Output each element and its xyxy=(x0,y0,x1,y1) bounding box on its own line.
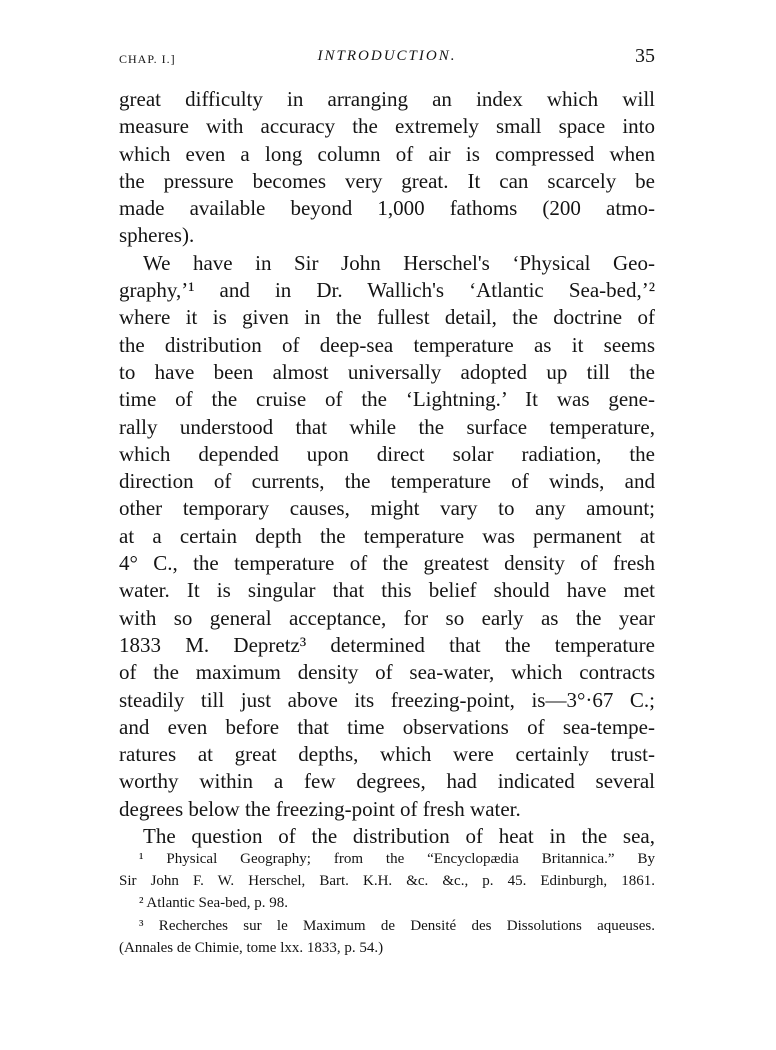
main-text xyxy=(119,86,655,850)
footnote-line: (Annales de Chimie, tome lxx. 1833, p. 54.) xyxy=(119,939,384,956)
text-line: which depended upon direct solar radiation, the xyxy=(119,441,655,466)
text-line: to have been almost universally adopted up till the xyxy=(119,359,655,384)
text-line: The question of the distribution of heat in the sea, xyxy=(143,824,655,849)
text-line: where it is given in the fullest detail, the doctrine of xyxy=(119,305,655,330)
text-line: We have in Sir John Herschel's ‘Physical Geo- xyxy=(143,250,655,275)
text-line: and even before that time observations of sea-tempe- xyxy=(119,714,655,739)
text-line: at a certain depth the temperature was permanent at xyxy=(119,523,655,548)
footnote-line: ³ Recherches sur le Maximum de Densité des Dissolutions aqueuses. xyxy=(139,917,655,934)
text-line: made available beyond 1,000 fathoms (200 atmo- xyxy=(119,196,655,221)
running-header xyxy=(119,45,655,74)
text-line: other temporary causes, might vary to any amount; xyxy=(119,496,655,521)
footnote-line: Sir John F. W. Herschel, Bart. K.H. &c. &c., p. 45. Edinburgh, 1861. xyxy=(119,873,655,890)
text-line: 4° C., the temperature of the greatest density of fresh xyxy=(119,551,655,576)
running-title: INTRODUCTION. xyxy=(317,48,457,64)
footnote-line: ¹ Physical Geography; from the “Encyclopædia Britannica.” By xyxy=(139,851,655,867)
text-line: great difficulty in arranging an index which will xyxy=(119,87,655,111)
text-line: which even a long column of air is compressed when xyxy=(119,141,655,166)
text-line: rally understood that while the surface temperature, xyxy=(119,414,655,439)
text-line: degrees below the freezing-point of fresh water. xyxy=(119,796,521,821)
footnotes xyxy=(119,848,655,959)
text-line: worthy within a few degrees, had indicated several xyxy=(119,769,655,794)
text-line: the distribution of deep-sea temperature as it seems xyxy=(119,332,655,357)
text-line: ratures at great depths, which were certainly trust- xyxy=(119,742,655,767)
text-line: of the maximum density of sea-water, which contracts xyxy=(119,660,655,685)
text-line: water. It is singular that this belief should have met xyxy=(119,578,655,603)
text-line: with so general acceptance, for so early as the year xyxy=(119,605,655,630)
text-line: measure with accuracy the extremely small space into xyxy=(119,114,655,139)
text-line: time of the cruise of the ‘Lightning.’ It was gene- xyxy=(119,387,655,412)
text-line: graphy,’¹ and in Dr. Wallich's ‘Atlantic Sea-bed,’² xyxy=(119,278,655,303)
text-line: direction of currents, the temperature of winds, and xyxy=(119,469,655,494)
text-line: steadily till just above its freezing-point, is—3°·67 C.; xyxy=(119,687,655,712)
text-line: spheres). xyxy=(119,223,195,248)
text-line: the pressure becomes very great. It can scarcely be xyxy=(119,168,655,193)
text-line: 1833 M. Depretz³ determined that the temperature xyxy=(119,632,655,657)
chapter-label: CHAP. I.] xyxy=(119,52,176,66)
footnote-line: ² Atlantic Sea-bed, p. 98. xyxy=(139,895,289,912)
page-number: 35 xyxy=(635,45,655,67)
